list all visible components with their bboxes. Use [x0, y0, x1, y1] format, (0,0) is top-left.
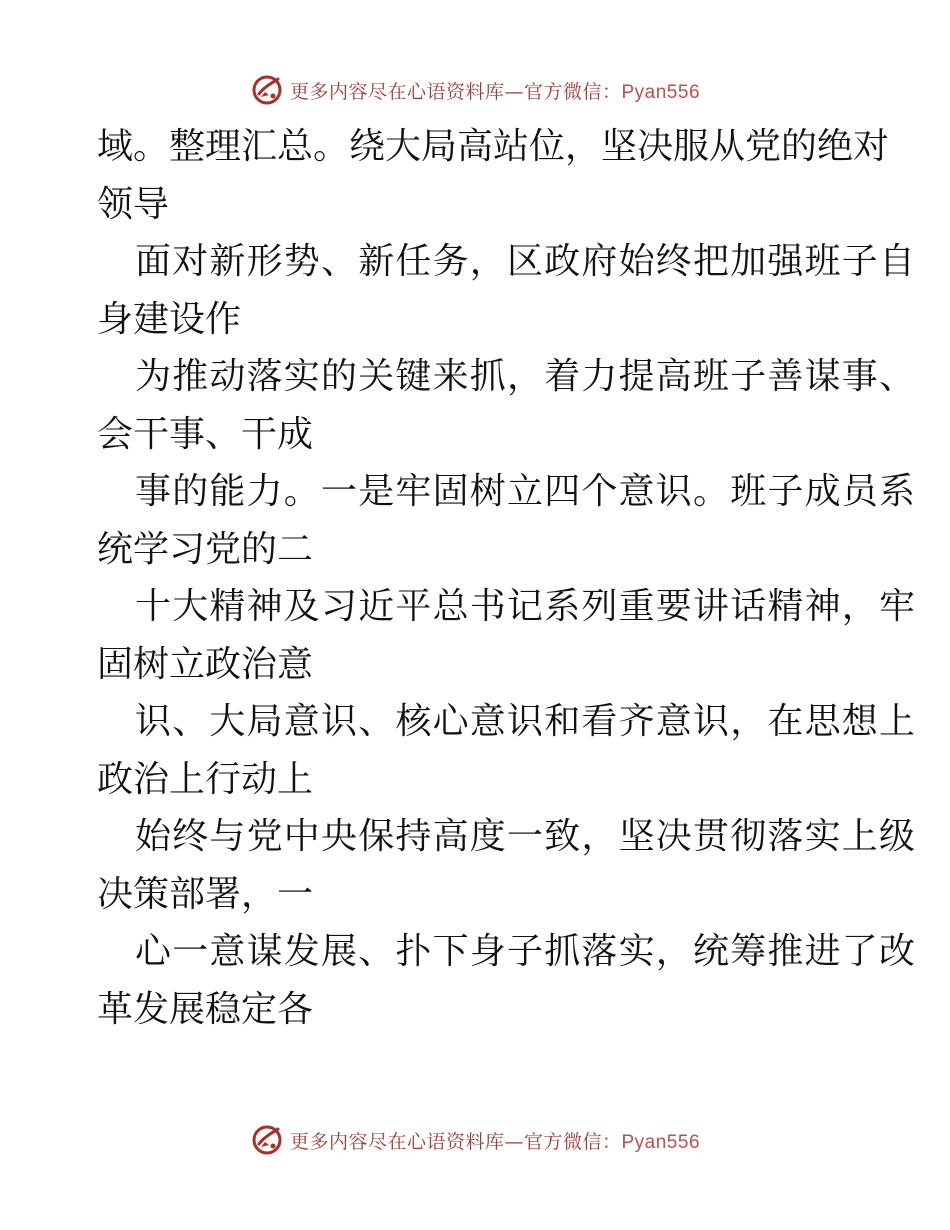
text-line: 革发展稳定各 — [97, 988, 314, 1030]
text-line: 决策部署，一 — [97, 873, 314, 915]
text-line: 领导 — [97, 183, 170, 225]
footer-watermark-text: 更多内容尽在心语资料库—官方微信：Pyan556 — [289, 1130, 701, 1153]
header-watermark-text: 更多内容尽在心语资料库—官方微信：Pyan556 — [289, 80, 701, 103]
text-line: 政治上行动上 — [97, 758, 314, 800]
text-line: 为推动落实的关键来抓，着力提高班子善谋事、 — [135, 356, 917, 397]
pen-logo-icon — [250, 1123, 284, 1157]
text-line: 十大精神及习近平总书记系列重要讲话精神，牢 — [135, 586, 917, 627]
footer-wechat-id: Pyan556 — [621, 1131, 701, 1153]
pen-logo-icon — [250, 73, 284, 107]
header-watermark — [0, 70, 950, 110]
text-line: 会干事、干成 — [97, 413, 314, 455]
footer-watermark — [0, 1120, 950, 1160]
text-line: 心一意谋发展、扑下身子抓落实，统筹推进了改 — [135, 931, 917, 972]
text-line: 固树立政治意 — [97, 643, 314, 685]
text-line: 身建设作 — [97, 298, 242, 340]
text-line: 统学习党的二 — [97, 528, 314, 570]
text-line: 始终与党中央保持高度一致，坚决贯彻落实上级 — [135, 816, 917, 857]
body-text — [97, 118, 917, 1038]
text-line: 识、大局意识、核心意识和看齐意识，在思想上 — [135, 701, 917, 742]
header-wechat-id: Pyan556 — [621, 81, 701, 103]
text-line: 事的能力。一是牢固树立四个意识。班子成员系 — [135, 471, 917, 512]
text-line: 面对新形势、新任务，区政府始终把加强班子自 — [135, 241, 917, 282]
text-line: 域。整理汇总。绕大局高站位，坚决服从党的绝对 — [97, 126, 890, 167]
